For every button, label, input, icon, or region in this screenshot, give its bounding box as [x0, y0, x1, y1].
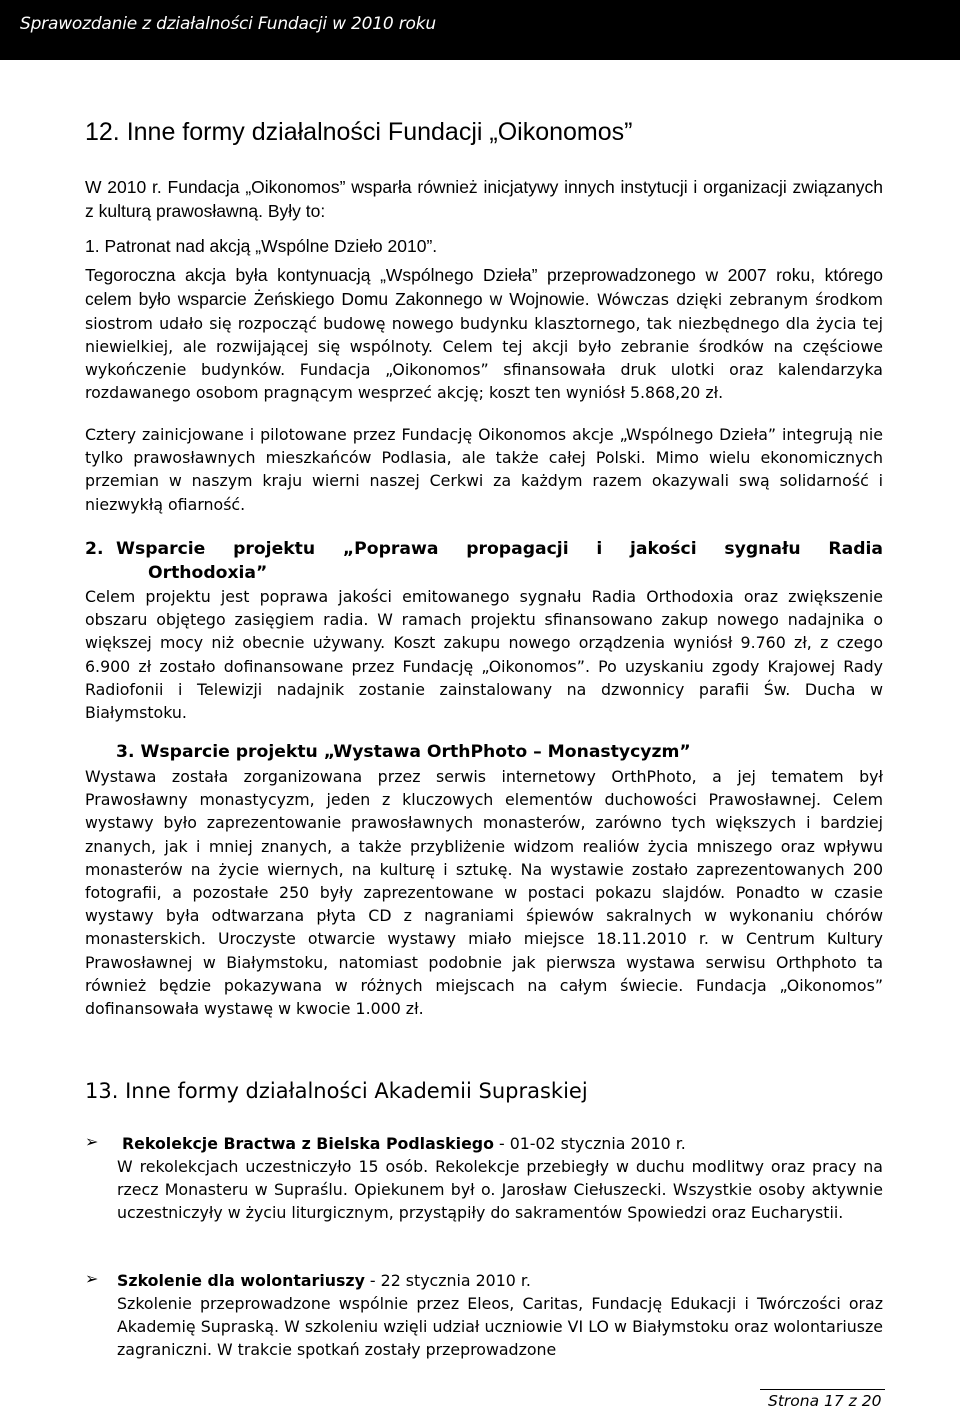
item-3-heading: 3. Wsparcie projektu „Wystawa OrthPhoto – Monastycyzm” [116, 742, 691, 762]
footer-divider [760, 1389, 885, 1390]
page-number: Strona 17 z 20 [768, 1392, 882, 1410]
bullet-2-date: - 22 stycznia 2010 r. [364, 1271, 531, 1290]
item-1-heading: 1. Patronat nad akcją „Wspólne Dzieło 2010”. [85, 236, 438, 256]
item-3-text: Wystawa została zorganizowana przez serwis internetowy OrthPhoto, a jej tematem był Prawosławny monastycyzm, jeden z kluczowych elementów duchowości Prawosławnej. Celem wystawy było zaprezentowanie prawosławnych monasterów, zarówno tych większych i bardziej znanych, jak i mniej znanych, a także przybliżenie widzom realiów życia mniszego oraz wpływu monasterów na życie wiernych, na kulturę i sztukę. Na wystawie zostało zaprezentowanych 200 fotografii, a pozostałe 250 były zaprezentowane w postaci pokazu slajdów. Ponadto w czasie wystawy była odtwarzana płyta CD z nagraniami śpiewów sakralnych w wykonaniu chórów monasterskich. Uroczyste otwarcie wystawy miało miejsce 18.11.2010 r. w Centrum Kultury Prawosławnej w Białymstoku, natomiast podobnie jak pierwsza wystawa serwisu Orthphoto ta również będzie pokazywana w różnych miejscach na całym świecie. Fundacja „Oikonomos” dofinansowała wystawę w kwocie 1.000 zł. [85, 767, 883, 1019]
bullet-arrow-icon: ➢ [85, 1269, 99, 1288]
item-1-text-part2: Wówczas dzięki zebranym środkom siostrom udało się rozpocząć budowę nowego budynku klasztornego, tak niezbędnego dla życia tej niewielkiej, ale rozwijającej się wspólnoty. Celem tej akcji było zebranie środków na częściowe wykończenie budynków. Fundacja „Oikonomos” sfinansowała druk ulotki oraz kalendarzyka rozdawanego osobom pragnącym wesprzeć akcję; koszt ten wyniósł 5.868,20 zł. [85, 289, 883, 403]
section-12-intro: W 2010 r. Fundacja „Oikonomos” wsparła również inicjatywy innych instytucji i organizacji związanych z kulturą prawosławną. Były to: [85, 177, 883, 221]
bullet-arrow-icon: ➢ [85, 1132, 99, 1151]
item-1-text [85, 264, 883, 404]
page-header [0, 0, 960, 60]
item-1-text-part1: Tegoroczna akcja była kontynuacją „Wspólnego Dzieła” przeprowadzonego w 2007 roku, którego celem było wsparcie Żeńskiego Domu Zakonnego w Wojnowie. [85, 265, 883, 309]
header-title: Sprawozdanie z działalności Fundacji w 2010 roku [20, 14, 436, 34]
bullet-2-heading [117, 1269, 531, 1292]
section-12-heading: 12. Inne formy działalności Fundacji „Oikonomos” [85, 118, 633, 146]
section-13-heading: 13. Inne formy działalności Akademii Supraskiej [85, 1079, 588, 1103]
item-2-heading [85, 537, 883, 561]
bullet-2-title: Szkolenie dla wolontariuszy [117, 1271, 365, 1290]
item-1-text2: Cztery zainicjowane i pilotowane przez Fundację Oikonomos akcje „Wspólnego Dzieła” integrują nie tylko prawosławnych mieszkańców Podlasia, ale także całej Polski. Mimo wielu ekonomicznych przemian w naszym kraju wierni naszej Cerkwi za każdym razem okazywali swą solidarność i niezwykłą ofiarność. [85, 425, 883, 514]
bullet-1-title: Rekolekcje Bractwa z Bielska Podlaskiego [122, 1134, 494, 1153]
item-2-heading-line2: Orthodoxia” [148, 563, 268, 583]
bullet-1-date: - 01-02 stycznia 2010 r. [493, 1134, 686, 1153]
bullet-1-heading [122, 1132, 686, 1155]
bullet-1-text: W rekolekcjach uczestniczyło 15 osób. Rekolekcje przebiegły w duchu modlitwy oraz pracy na rzecz Monasteru w Supraślu. Opiekunem był o. Jarosław Ciełuszecki. Wszystkie osoby aktywnie uczestniczyły w życiu liturgicznym, przystąpiły do sakramentów Spowiedzi oraz Eucharystii. [117, 1157, 883, 1223]
item-2-number: 2. [85, 539, 104, 559]
item-2-text: Celem projektu jest poprawa jakości emitowanego sygnału Radia Orthodoxia oraz zwiększenie obszaru objętego zasięgiem radia. W ramach projektu sfinansowano zakup nowego nadajnika o większej mocy niż obecnie używany. Koszt zakupu nowego orządzenia wyniósł 9.760 zł, z czego 6.900 zł zostało dofinansowane przez Fundację „Oikonomos”. Po uzyskaniu zgody Krajowej Rady Radiofonii i Telewizji nadajnik zostanie zainstalowany na dzwonnicy parafii Św. Ducha w Białymstoku. [85, 587, 883, 723]
bullet-2-text: Szkolenie przeprowadzone wspólnie przez Eleos, Caritas, Fundację Edukacji i Twórczości oraz Akademię Supraską. W szkoleniu wzięli udział uczniowie VI LO w Białymstoku oraz wolontariusze zagraniczni. W trakcie spotkań zostały przeprowadzone [117, 1294, 883, 1360]
item-2-heading-line1: Wsparcie projektu „Poprawa propagacji i jakości sygnału Radia [116, 539, 883, 559]
